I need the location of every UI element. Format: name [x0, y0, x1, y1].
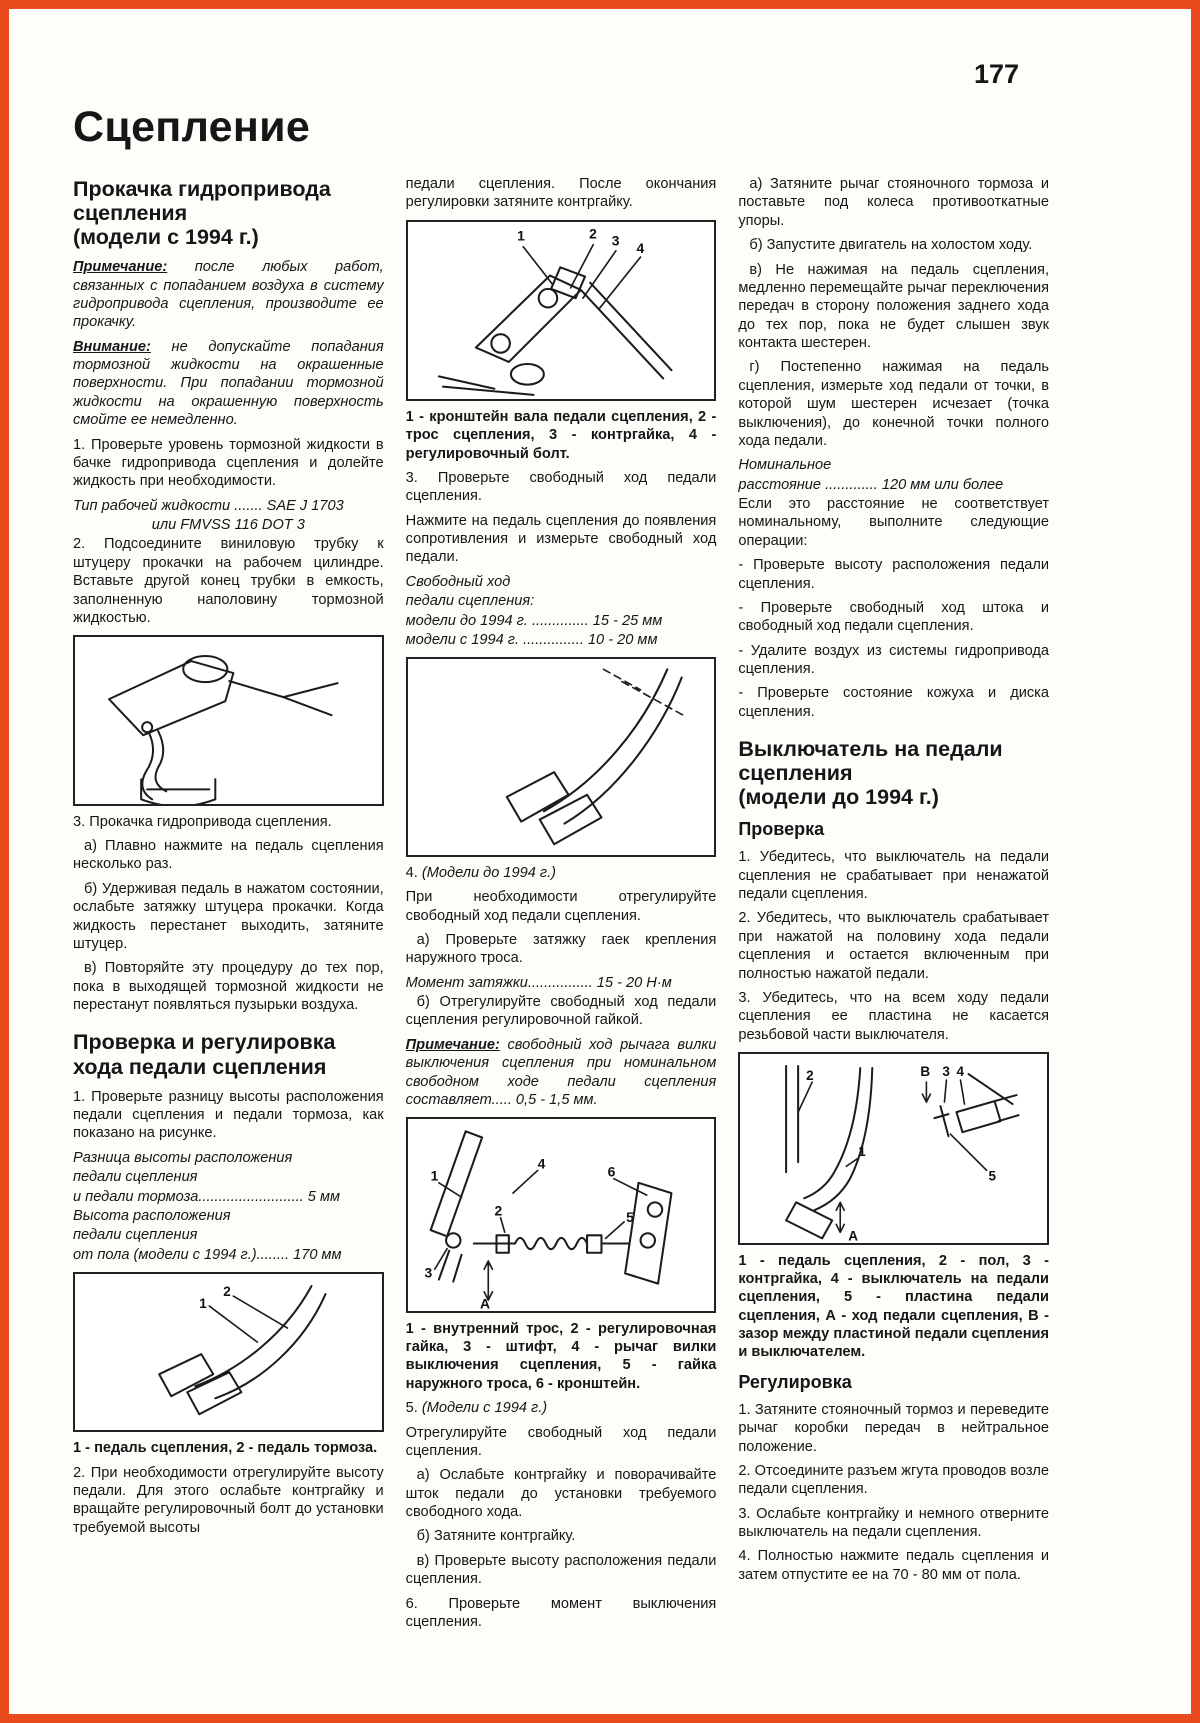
spec-line: или FMVSS 116 DOT 3: [151, 517, 305, 534]
step-paragraph: 3. Прокачка гидропривода сцепления.: [73, 813, 332, 830]
line-art: [109, 661, 337, 803]
step-paragraph: Если это расстояние не соответствует номинальному, выполните следующие операции:: [738, 496, 1050, 549]
hole: [538, 289, 557, 308]
section-heading-bleeding: [73, 177, 384, 249]
spec-line: модели с 1994 г. ............... 10 - 20 мм: [405, 631, 658, 648]
step-paragraph: 3. Убедитесь, что на всем ходу педали сцепления ее пластина не касается резьбовой части выключателя.: [738, 989, 1050, 1043]
list-item: - Удалите воздух из системы гидропривода сцепления.: [738, 642, 1050, 677]
heading-line: Прокачка гидропривода сцепления: [73, 177, 331, 226]
spec-line: Разница высоты расположения: [73, 1149, 293, 1166]
spec-line: Тип рабочей жидкости ....... SAE J 1703: [73, 497, 344, 514]
heading-line: (модели до 1994 г.): [738, 785, 939, 810]
hole: [491, 334, 510, 353]
bleeder-screw: [142, 723, 152, 733]
step-paragraph: [406, 1399, 717, 1417]
figure-callout: 1: [858, 1144, 867, 1160]
line-art: [159, 1286, 325, 1414]
warning-label: Внимание:: [73, 338, 151, 355]
page-number: 177: [973, 59, 1019, 89]
spec-line: от пола (модели с 1994 г.)........ 170 мм: [73, 1246, 342, 1263]
line-art: [439, 267, 672, 395]
step-paragraph: 1. Проверьте уровень тормозной жидкости в бачке гидропривода сцепления и долейте жидкость при необходимости.: [73, 436, 384, 490]
heading-line: (модели с 1994 г.): [73, 225, 259, 250]
substep-paragraph: в) Повторяйте эту процедуру до тех пор, пока в выходящей тормозной жидкости не перестанут появляться пузырьки воздуха.: [73, 960, 384, 1014]
substep-paragraph: г) Постепенно нажимая на педаль сцепления, измерьте ход педали от точки, в которой шум шестерен исчезает (точка выключения), до конечной точки полного хода педали.: [738, 359, 1050, 449]
step-models: (Модели до 1994 г.): [421, 864, 557, 881]
step-paragraph: 6. Проверьте момент выключения сцепления.: [405, 1595, 717, 1630]
figure-callout: 3: [424, 1264, 432, 1281]
page-title: Сцепление: [73, 103, 311, 151]
figure-caption-bracket: 1 - кронштейн вала педали сцепления, 2 - трос сцепления, 3 - контргайка, 4 - регулировочный болт.: [405, 408, 717, 462]
pin: [446, 1233, 460, 1247]
subsection-check: Проверка: [738, 819, 825, 840]
gap-arrow: [923, 1082, 931, 1102]
spec-line: Момент затяжки................ 15 - 20 Н·м: [405, 974, 672, 991]
substep-paragraph: а) Ослабьте контргайку и поворачивайте шток педали до установки требуемого свободного хода.: [405, 1467, 717, 1521]
section-heading-pedal-adjust: Проверка и регулировка хода педали сцепления: [73, 1030, 336, 1079]
heading-line: Выключатель на педали сцепления: [738, 737, 1003, 786]
spec-line: педали сцепления:: [405, 593, 535, 610]
figure-pedals: [73, 1272, 384, 1432]
note-paragraph: [73, 258, 384, 332]
figure-callout: 1: [516, 227, 525, 244]
hole: [640, 1233, 654, 1247]
step-paragraph: При необходимости отрегулируйте свободный ход педали сцепления.: [405, 889, 717, 924]
step-paragraph: Нажмите на педаль сцепления до появления сопротивления и измерьте свободный ход педали.: [405, 512, 717, 566]
spec-line: Номинальное: [738, 457, 832, 474]
figure-callout: 2: [588, 225, 597, 242]
substep-paragraph: в) Не нажимая на педаль сцепления, медленно перемещайте рычаг переключения передач в сторону положения заднего хода до тех пор, пока не будет слышен звук контакта шестерен.: [738, 261, 1050, 351]
boss: [511, 364, 544, 385]
line-art: [430, 1132, 671, 1284]
note-label: Примечание:: [73, 259, 168, 276]
figure-caption-pedals: 1 - педаль сцепления, 2 - педаль тормоза.: [73, 1440, 378, 1457]
figure-callout: 6: [607, 1163, 616, 1180]
step-paragraph: Отрегулируйте свободный ход педали сцепления.: [405, 1424, 717, 1459]
substep-paragraph: а) Проверьте затяжку гаек крепления наружного троса.: [405, 931, 717, 967]
step-paragraph: 3. Ослабьте контргайку и немного отверните выключатель на педали сцепления.: [738, 1505, 1050, 1541]
figure-callout: 3: [942, 1064, 951, 1080]
step-paragraph: 1. Проверьте разницу высоты расположения педали сцепления и педали тормоза, как показано на рисунке.: [73, 1088, 384, 1142]
substep-paragraph: б) Запустите двигатель на холостом ходу.: [749, 237, 1033, 254]
figure-callout: 2: [223, 1284, 231, 1300]
step-paragraph: 3. Проверьте свободный ход педали сцепления.: [405, 469, 717, 505]
cable-coil: [515, 1238, 587, 1249]
subsection-adjust: Регулировка: [738, 1371, 852, 1392]
line-art: [506, 670, 681, 845]
reference-lines: [603, 670, 685, 717]
step-number: 5.: [405, 1400, 418, 1417]
substep-paragraph: б) Удерживая педаль в нажатом состоянии, ослабьте затяжку штуцера прокачки. Когда жидкость перестанет выходить, затяните штуцер.: [73, 880, 384, 952]
figure-callout: 5: [625, 1209, 634, 1226]
step-paragraph: 2. При необходимости отрегулируйте высоту педали. Для этого ослабьте контргайку и вращайте регулировочный болт до установки требуемой высоты: [73, 1464, 384, 1536]
step-paragraph: 1. Затяните стояночный тормоз и переведите рычаг коробки передач в нейтральное положение.: [738, 1401, 1050, 1455]
substep-paragraph: б) Отрегулируйте свободный ход педали сцепления регулировочной гайкой.: [405, 994, 717, 1029]
columns: [73, 175, 1049, 1637]
spec-line: педали сцепления: [73, 1227, 198, 1244]
figure-callout: 4: [956, 1064, 965, 1080]
substep-paragraph: б) Затяните контргайку.: [416, 1528, 576, 1545]
note-text: свободный ход рычага вилки выключения сцепления при номинальном свободном ходе педали сцепления составляет..... 0,5 - 1,5 мм.: [405, 1036, 717, 1108]
note-text: после любых работ, связанных с попаданием воздуха в систему гидропривода сцепления, производите ее прокачку.: [73, 259, 384, 331]
travel-arrow: [484, 1261, 492, 1300]
callout-leaders: [434, 1171, 646, 1270]
figure-callout: 4: [636, 239, 644, 256]
spec-line: Высота расположения: [73, 1207, 231, 1224]
column-right: [738, 175, 1049, 1637]
callout-leaders: [798, 1080, 986, 1170]
figure-callout: 2: [806, 1068, 815, 1084]
figure-pedal-switch: [738, 1052, 1049, 1244]
continuation-paragraph: педали сцепления. После окончания регулировки затяните контргайку.: [405, 176, 717, 211]
note-paragraph: [406, 1036, 717, 1110]
section-heading-switch: [738, 737, 1049, 809]
step-paragraph: 1. Убедитесь, что выключатель на педали сцепления не срабатывает при ненажатой педали сцепления.: [738, 849, 1050, 903]
warning-text: не допускайте попадания тормозной жидкости на окрашенные поверхности. При попадании тормозной жидкости на окрашенную поверхность смойте ее немедленно.: [73, 338, 384, 429]
substep-paragraph: а) Затяните рычаг стояночного тормоза и поставьте под колеса противооткатные упоры.: [738, 176, 1050, 229]
step-paragraph: [406, 864, 717, 882]
callout-leaders: [523, 244, 640, 308]
step-paragraph: 2. Отсоедините разъем жгута проводов возле педали сцепления.: [738, 1462, 1050, 1498]
figure-pedal-pair: [406, 657, 717, 857]
step-number: 4.: [405, 864, 418, 881]
figure-callout: 4: [537, 1155, 546, 1172]
step-paragraph: 2. Подсоедините виниловую трубку к штуцеру прокачки на рабочем цилиндре. Вставьте другой конец трубки в емкость, заполненную наполовину тормозной жидкостью.: [73, 536, 384, 626]
figure-callout: 3: [611, 232, 620, 249]
pedals-drawing: [75, 1274, 382, 1430]
pedal-bracket-drawing: [408, 222, 715, 399]
figure-clutch-cable: [406, 1117, 717, 1312]
figure-callout: 1: [199, 1296, 207, 1312]
spec-line: расстояние ............. 120 мм или более: [738, 476, 1004, 493]
list-item: - Проверьте состояние кожуха и диска сцепления.: [738, 685, 1050, 720]
spec-line: Свободный ход: [405, 573, 511, 590]
column-middle: [406, 175, 717, 1637]
substep-paragraph: в) Проверьте высоту расположения педали сцепления.: [405, 1552, 717, 1588]
clutch-cable-drawing: [408, 1119, 715, 1310]
figure-callout: 5: [988, 1168, 997, 1184]
hole: [647, 1203, 661, 1217]
step-paragraph: 2. Убедитесь, что выключатель срабатывает при нажатой на половину хода педали сцепления и остается включенным при полностью нажатой педали.: [738, 910, 1050, 982]
figure-caption-cable: 1 - внутренний трос, 2 - регулировочная гайка, 3 - штифт, 4 - рычаг вилки выключения сцепления, 5 - гайка наружного троса, 6 - кронштейн.: [405, 1320, 717, 1392]
figure-callout: В: [920, 1064, 931, 1080]
pedal-switch-drawing: [740, 1054, 1047, 1242]
spec-line: педали сцепления: [73, 1169, 198, 1186]
list-item: - Проверьте высоту расположения педали сцепления.: [738, 557, 1050, 592]
substep-paragraph: а) Плавно нажмите на педаль сцепления несколько раз.: [73, 838, 384, 873]
note-label: Примечание:: [405, 1036, 500, 1053]
step-paragraph: 4. Полностью нажмите педаль сцепления и затем отпустите ее на 70 - 80 мм от пола.: [738, 1548, 1050, 1583]
figure-caption-switch: 1 - педаль сцепления, 2 - пол, 3 - контргайка, 4 - выключатель на педали сцепления, 5 - пластина педали сцепления, А - ход педали сцепления, В - зазор между пластиной педали сцепления и выключателем.: [738, 1252, 1050, 1361]
spec-line: модели до 1994 г. .............. 15 - 25 мм: [405, 612, 663, 629]
figure-pedal-bracket: [406, 220, 717, 401]
spec-line: и педали тормоза.......................... 5 мм: [73, 1188, 340, 1205]
figure-callout: А: [848, 1228, 859, 1243]
pedal-pair-drawing: [408, 659, 715, 855]
figure-clutch-bleeding: [73, 635, 384, 805]
warning-paragraph: [73, 338, 384, 430]
list-item: - Проверьте свободный ход штока и свободный ход педали сцепления.: [738, 599, 1050, 635]
column-left: [73, 175, 384, 1637]
figure-callout: А: [479, 1295, 490, 1311]
figure-callout: 1: [430, 1168, 439, 1185]
step-models: (Модели с 1994 г.): [421, 1400, 548, 1417]
travel-arrow: [837, 1202, 845, 1232]
clutch-bleeding-drawing: [75, 637, 382, 803]
figure-callout: 2: [494, 1202, 502, 1219]
switch-body: [935, 1074, 1019, 1136]
